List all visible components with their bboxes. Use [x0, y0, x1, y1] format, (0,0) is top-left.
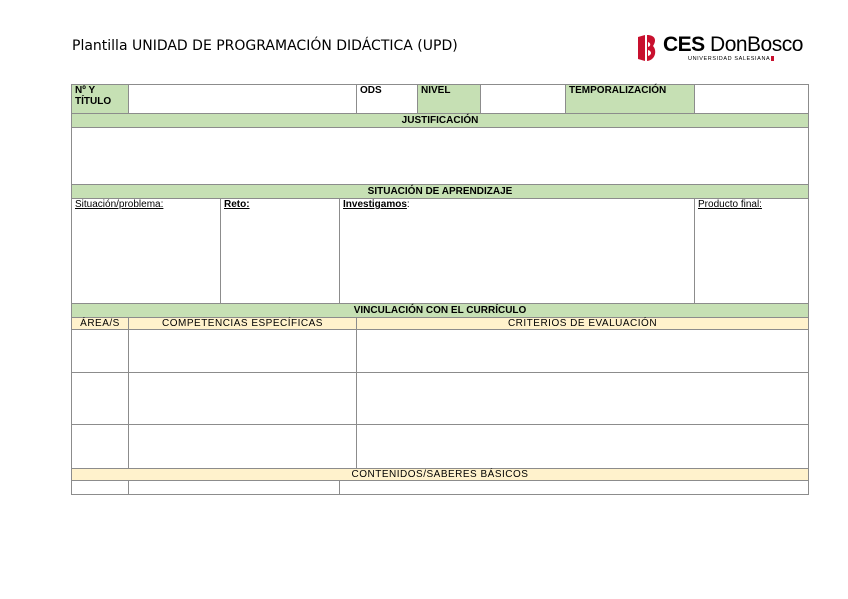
field-nivel[interactable] — [481, 85, 566, 114]
cell-area[interactable] — [72, 373, 129, 425]
label-producto-final: Producto final: — [698, 199, 762, 210]
page-title: Plantilla UNIDAD DE PROGRAMACIÓN DIDÁCTICA (UPD) — [72, 38, 458, 54]
ces-donbosco-logo — [636, 34, 812, 64]
upd-template-table — [71, 84, 809, 495]
cell-area[interactable] — [72, 425, 129, 469]
field-justificacion[interactable] — [72, 128, 809, 185]
row-justificacion-body — [72, 128, 809, 185]
cell-area[interactable] — [72, 330, 129, 373]
col-header-competencias: COMPETENCIAS ESPECÍFICAS — [129, 318, 357, 330]
field-producto-final[interactable] — [695, 199, 809, 304]
label-reto: Reto: — [224, 199, 250, 210]
cell-criterios[interactable] — [357, 425, 809, 469]
label-investigamos: Investigamos — [343, 199, 407, 210]
logo-wordmark-light: DonBosco — [710, 33, 803, 56]
table-row — [72, 425, 809, 469]
cell-competencias[interactable] — [129, 330, 357, 373]
col-header-areas: ÁREA/S — [72, 318, 129, 330]
cell-competencias[interactable] — [129, 425, 357, 469]
cell-criterios[interactable] — [357, 373, 809, 425]
table-row — [72, 373, 809, 425]
cell-contenidos-2[interactable] — [129, 481, 340, 495]
section-contenidos-saberes: CONTENIDOS/SABERES BÁSICOS — [72, 469, 809, 481]
section-situacion-aprendizaje: SITUACIÓN DE APRENDIZAJE — [72, 185, 809, 199]
label-temporalizacion: TEMPORALIZACIÓN — [566, 85, 695, 114]
cell-contenidos-1[interactable] — [72, 481, 129, 495]
ces-logo-icon — [636, 34, 658, 62]
field-situacion-problema[interactable] — [72, 199, 221, 304]
logo-subtitle-text: UNIVERSIDAD SALESIANA — [688, 56, 771, 62]
label-situacion-problema: Situación/problema: — [75, 199, 164, 210]
field-num-titulo[interactable] — [129, 85, 357, 114]
field-temporalizacion[interactable] — [695, 85, 809, 114]
label-ods: ODS — [357, 85, 418, 114]
row-justificacion-header — [72, 114, 809, 128]
row-identification — [72, 85, 809, 114]
cell-criterios[interactable] — [357, 330, 809, 373]
row-contenidos-header — [72, 469, 809, 481]
logo-wordmark — [663, 33, 803, 57]
label-num-titulo: Nº Y TÍTULO — [72, 85, 129, 114]
cell-competencias[interactable] — [129, 373, 357, 425]
table-row — [72, 330, 809, 373]
label-nivel: NIVEL — [418, 85, 481, 114]
col-header-criterios: CRITERIOS DE EVALUACIÓN — [357, 318, 809, 330]
cell-contenidos-3[interactable] — [340, 481, 809, 495]
logo-subtitle — [688, 56, 774, 62]
logo-wordmark-bold: CES — [663, 33, 705, 56]
row-curriculo-columns — [72, 318, 809, 330]
field-investigamos[interactable] — [340, 199, 695, 304]
label-investigamos-colon: : — [406, 199, 410, 210]
section-vinculacion-curriculo: VINCULACIÓN CON EL CURRÍCULO — [72, 304, 809, 318]
row-situacion-header — [72, 185, 809, 199]
field-reto[interactable] — [221, 199, 340, 304]
logo-accent-mark — [771, 56, 774, 61]
row-situacion-body — [72, 199, 809, 304]
section-justificacion: JUSTIFICACIÓN — [72, 114, 809, 128]
row-vinculacion-header — [72, 304, 809, 318]
table-row — [72, 481, 809, 495]
